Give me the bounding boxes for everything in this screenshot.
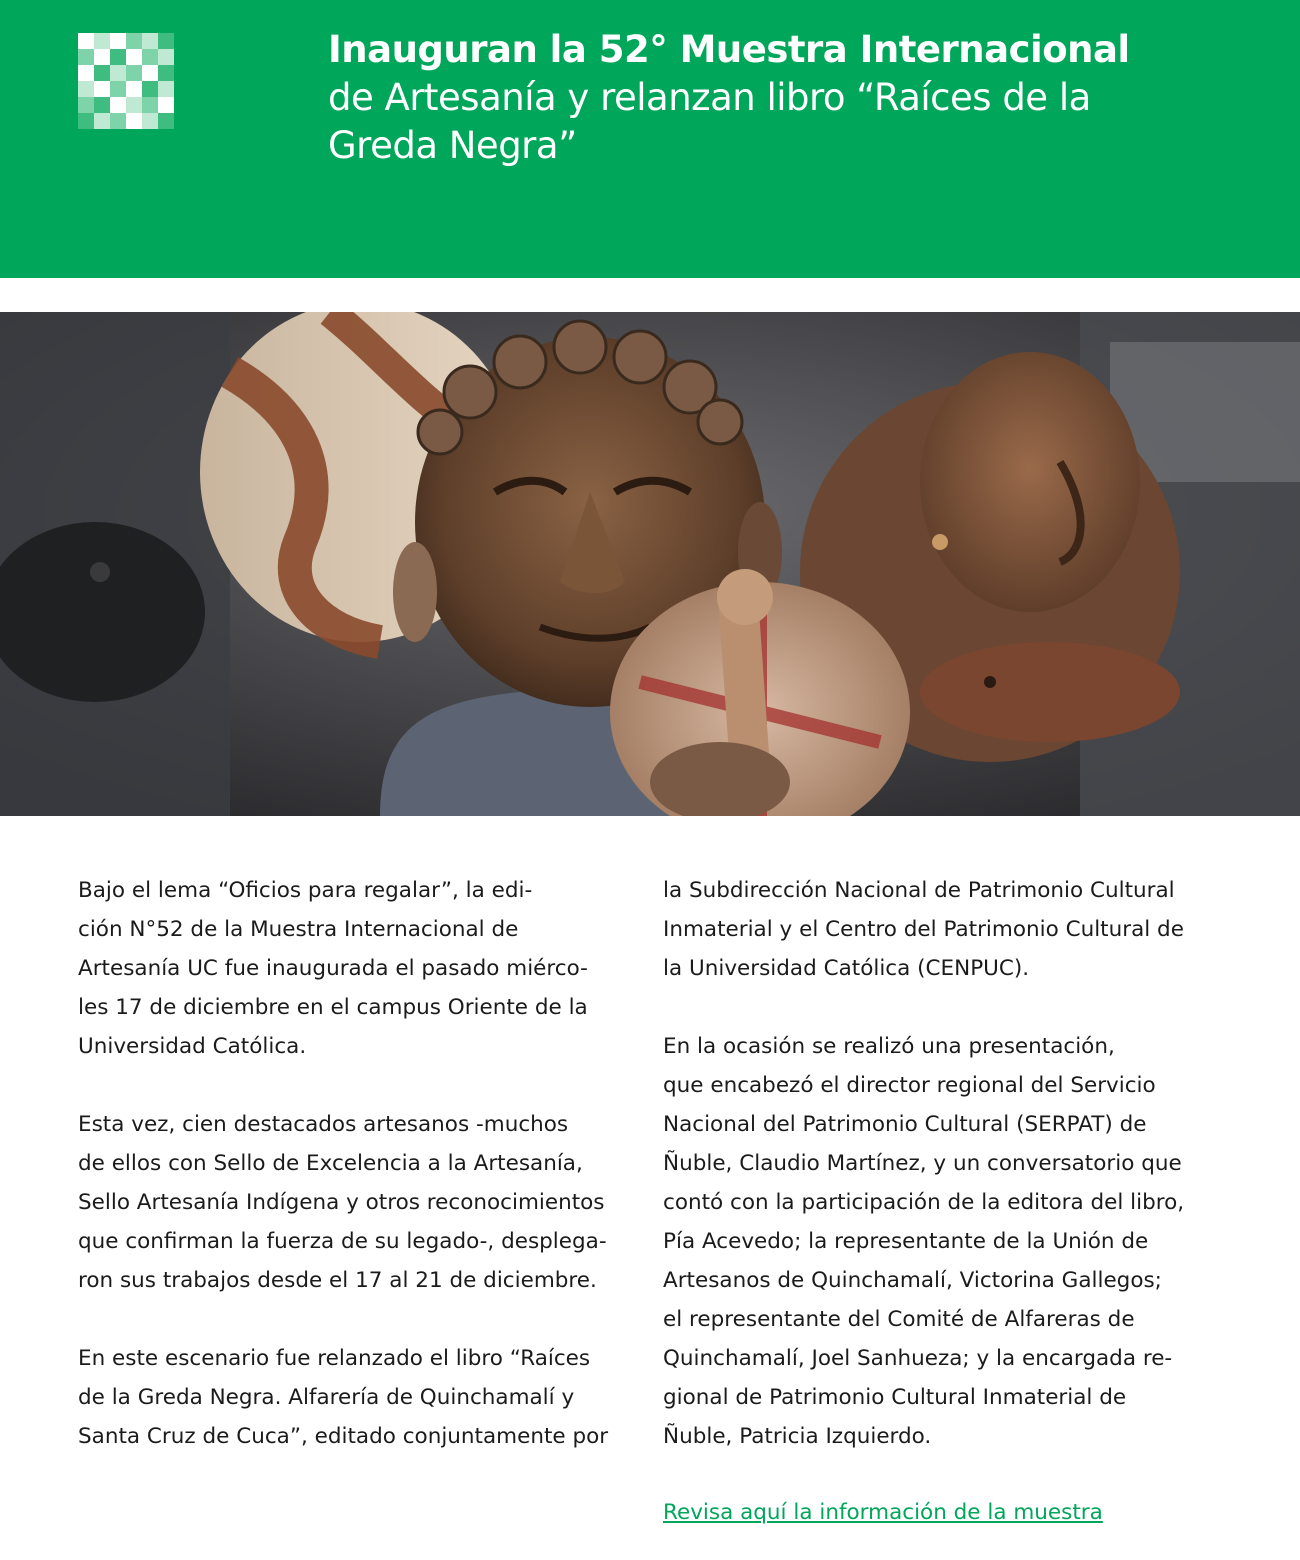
logo-pixel	[142, 113, 158, 129]
logo-pixel	[126, 49, 142, 65]
logo-pixel	[78, 33, 94, 49]
logo-pixel	[142, 81, 158, 97]
page-title	[328, 26, 1248, 170]
paragraph: la Subdirección Nacional de Patrimonio Cultural Inmaterial y el Centro del Patrimonio Cultural de la Universidad Católica (CENPUC).	[663, 878, 1184, 981]
header-banner	[0, 0, 1300, 278]
logo-pixel	[78, 97, 94, 113]
logo-pixel	[158, 97, 174, 113]
logo-pixel	[94, 33, 110, 49]
logo-pixel	[158, 81, 174, 97]
paragraph: Esta vez, cien destacados artesanos -muchos de ellos con Sello de Excelencia a la Artesanía, Sello Artesanía Indígena y otros reconocimientos que confirman la fuerza de su legado-, desplega- ron sus trabajos desde el 17 al 21 de diciembre.	[78, 1112, 607, 1293]
pixel-mosaic-logo-icon	[78, 33, 174, 129]
logo-pixel	[126, 97, 142, 113]
logo-pixel	[110, 33, 126, 49]
logo-pixel	[110, 97, 126, 113]
logo-pixel	[158, 49, 174, 65]
logo-pixel	[126, 81, 142, 97]
logo-pixel	[78, 81, 94, 97]
logo-pixel	[78, 49, 94, 65]
paragraph: Bajo el lema “Oficios para regalar”, la edi- ción N°52 de la Muestra Internacional de Artesanía UC fue inaugurada el pasado miérco- les 17 de diciembre en el campus Oriente de la Universidad Católica.	[78, 878, 588, 1059]
ceramic-sculptures-photo	[0, 312, 1300, 816]
logo-pixel	[94, 97, 110, 113]
article-left-column	[78, 871, 658, 1456]
logo-pixel	[110, 81, 126, 97]
exhibition-info-link[interactable]: Revisa aquí la información de la muestra	[663, 1500, 1103, 1525]
logo-pixel	[110, 65, 126, 81]
logo-pixel	[158, 113, 174, 129]
logo-pixel	[142, 65, 158, 81]
logo-pixel	[158, 65, 174, 81]
logo-pixel	[78, 113, 94, 129]
logo-pixel	[110, 113, 126, 129]
title-bold-line: Inauguran la 52° Muestra Internacional	[328, 28, 1130, 71]
logo-pixel	[94, 65, 110, 81]
logo-pixel	[126, 65, 142, 81]
logo-pixel	[78, 65, 94, 81]
paragraph: En la ocasión se realizó una presentación, que encabezó el director regional del Servicio Nacional del Patrimonio Cultural (SERPAT) de Ñuble, Claudio Martínez, y un conversatorio que contó con la participación de la editora del libro, Pía Acevedo; la representante de la Unión de Artesanos de Quinchamalí, Victorina Gallegos; el representante del Comité de Alfareras de Quinchamalí, Joel Sanhueza; y la encargada re- gional de Patrimonio Cultural Inmaterial de Ñuble, Patricia Izquierdo.	[663, 1034, 1185, 1449]
article-right-column	[663, 871, 1243, 1456]
logo-pixel	[94, 81, 110, 97]
logo-pixel	[126, 33, 142, 49]
logo-pixel	[110, 49, 126, 65]
logo-pixel	[94, 49, 110, 65]
logo-pixel	[94, 113, 110, 129]
logo-pixel	[158, 33, 174, 49]
logo-pixel	[142, 33, 158, 49]
logo-pixel	[142, 97, 158, 113]
title-regular-line: de Artesanía y relanzan libro “Raíces de la Greda Negra”	[328, 76, 1091, 167]
logo-pixel	[142, 49, 158, 65]
logo-pixel	[126, 113, 142, 129]
paragraph: En este escenario fue relanzado el libro “Raíces de la Greda Negra. Alfarería de Quinchamalí y Santa Cruz de Cuca”, editado conjuntamente por	[78, 1346, 609, 1449]
